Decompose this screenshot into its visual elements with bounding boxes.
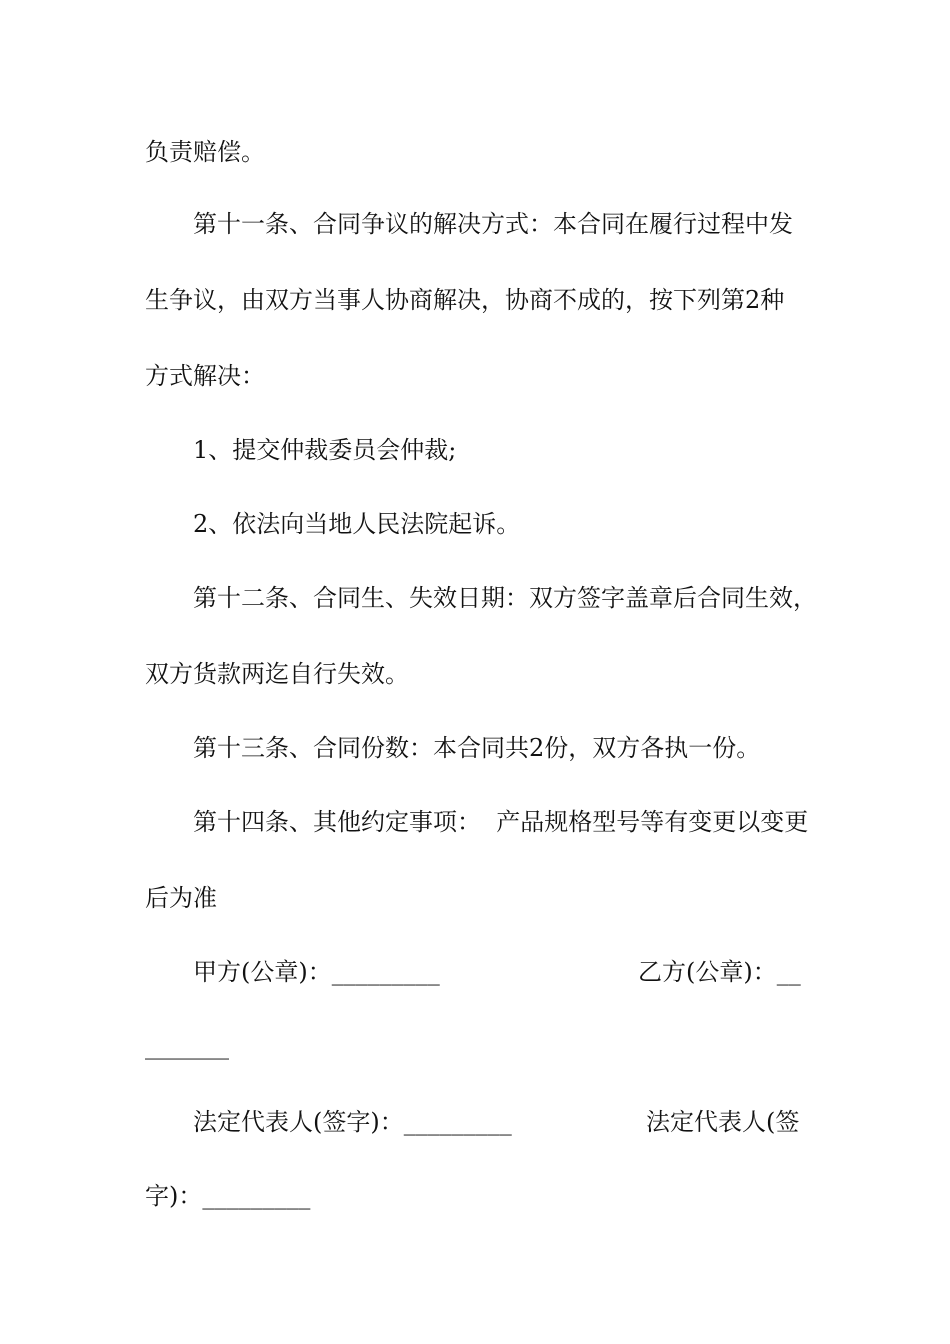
party-a-legal-rep: 法定代表人(签字)：_________ <box>193 1108 512 1136</box>
option-2: 2、依法向当地人民法院起诉。 <box>193 510 521 538</box>
clause-13: 第十三条、合同份数：本合同共2份，双方各执一份。 <box>193 734 761 762</box>
party-b-seal-underline: _______ <box>145 1032 229 1060</box>
party-a-seal: 甲方(公章)：_________ <box>193 958 440 986</box>
party-b-legal-rep: 法定代表人(签 <box>646 1108 800 1136</box>
text-line: 后为准 <box>145 884 217 912</box>
option-1: 1、提交仲裁委员会仲裁; <box>193 436 457 464</box>
text-line: 第十一条、合同争议的解决方式：本合同在履行过程中发 <box>193 210 793 238</box>
clause-14-line-1: 第十四条、其他约定事项： 产品规格型号等有变更以变更 <box>193 808 809 836</box>
text-line: 生争议，由双方当事人协商解决，协商不成的，按下列第2种 <box>145 286 785 314</box>
party-b-legal-rep-cont: 字)：_________ <box>145 1182 311 1210</box>
clause-11-line-1 <box>145 208 807 240</box>
clause-12-line-1: 第十二条、合同生、失效日期：双方签字盖章后合同生效， <box>193 584 817 612</box>
text-line: 负责赔偿。 <box>145 138 265 166</box>
text-line: 方式解决： <box>145 362 265 390</box>
party-b-seal: 乙方(公章)：__ <box>638 958 801 986</box>
text-line: 双方货款两迄自行失效。 <box>145 660 409 688</box>
